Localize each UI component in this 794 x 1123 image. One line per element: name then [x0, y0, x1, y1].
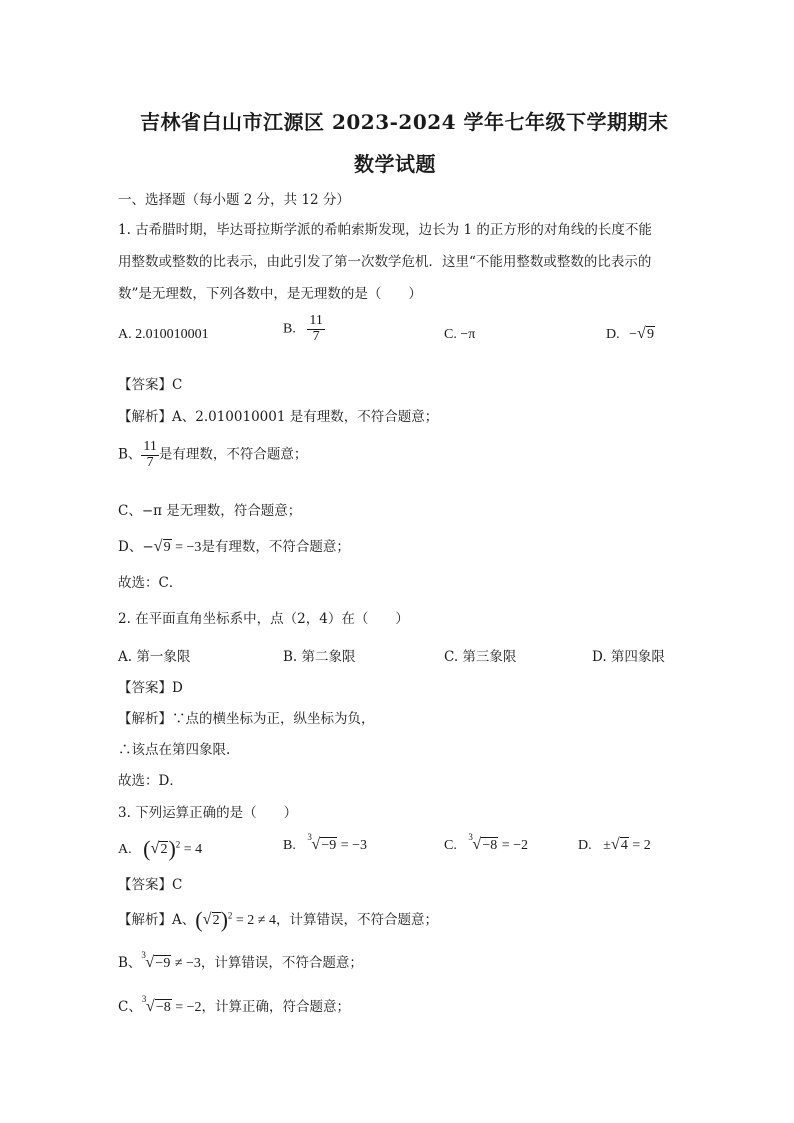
explanation-label: C、	[118, 999, 142, 1015]
explanation-label: B、	[118, 955, 142, 971]
radicand: −8	[155, 1000, 171, 1015]
q1-option-c: C. −π	[444, 327, 476, 342]
radicand: −9	[321, 838, 337, 853]
q3-answer: 【答案】C	[118, 877, 183, 893]
radicand: 4	[620, 838, 628, 853]
minus-sign: −	[629, 327, 638, 342]
equation-rhs: = −2	[171, 1000, 202, 1015]
q1-option-b	[283, 314, 325, 344]
equation-rhs: = −3	[337, 838, 368, 853]
q1-option-b-fraction	[307, 314, 324, 344]
equation-rhs: ≠ −3	[171, 956, 201, 971]
fraction-denominator: 7	[146, 454, 154, 470]
title-line-2: 数学试题	[354, 152, 436, 176]
exponent: 2	[175, 839, 181, 850]
sqrt-expression: √ 4	[610, 836, 628, 853]
root-index: 3	[468, 832, 473, 842]
option-label: D.	[578, 838, 592, 853]
q2-explanation-2: ∴该点在第四象限.	[118, 742, 231, 758]
radicand: 9	[163, 540, 171, 555]
explanation-label: 【解析】A、	[118, 912, 196, 928]
explanation-text: 是有理数，不符合题意；	[201, 539, 350, 555]
option-label: B.	[283, 838, 296, 853]
q1-explanation-a: 【解析】A、2.010010001 是有理数，不符合题意；	[118, 409, 439, 425]
equation-rhs: = −2	[498, 838, 529, 853]
cube-root-expression: 3 √ −8	[141, 994, 171, 1015]
q1-explanation-b	[118, 440, 307, 470]
cube-root-expression: 3 √ −9	[141, 950, 171, 971]
q1-conclusion: 故选：C．	[118, 575, 183, 591]
radicand: 9	[647, 327, 655, 342]
q2-option-c: C. 第三象限	[444, 649, 517, 665]
fraction-denominator: 7	[312, 328, 320, 344]
q1-stem-line-1: 1. 古希腊时期，毕达哥拉斯学派的希帕索斯发现，边长为 1 的正方形的对角线的长度不能	[118, 222, 652, 238]
sqrt-expression: √ 2	[150, 840, 168, 857]
q1-option-d-label: D.	[606, 327, 620, 342]
explanation-text: 是有理数，不符合题意；	[158, 446, 308, 463]
fraction-numerator: 11	[143, 439, 157, 454]
option-label: C.	[444, 838, 457, 853]
q2-explanation-1: 【解析】∵点的横坐标为正，纵坐标为负，	[118, 711, 375, 727]
explanation-fraction	[141, 440, 158, 470]
q2-conclusion: 故选：D．	[118, 773, 183, 789]
radicand: −8	[482, 838, 498, 853]
title-line-1: 吉林省白山市江源区 2023-2024 学年七年级下学期期末	[140, 110, 669, 134]
section-heading: 一、选择题（每小题 2 分，共 12 分）	[118, 192, 350, 208]
equation-rhs: = 2 ≠ 4	[232, 913, 276, 928]
radicand: 2	[212, 913, 220, 928]
explanation-label: B、	[118, 446, 142, 463]
q1-stem-line-3: 数”是无理数，下列各数中，是无理数的是（ ）	[118, 286, 422, 302]
q2-option-a: A. 第一象限	[118, 649, 191, 665]
q3-option-c	[444, 832, 529, 854]
fraction-numerator: 11	[309, 313, 323, 328]
sqrt-expression: √ 2	[202, 911, 220, 928]
equation-rhs: = −3	[171, 540, 202, 555]
radicand: 2	[160, 842, 168, 857]
equation-rhs: = 2	[628, 838, 651, 853]
q3-option-a: A. ( √ 2)$^2$ = 4	[118, 836, 203, 861]
explanation-label: D、−	[118, 539, 154, 555]
q2-option-d: D. 第四象限	[592, 649, 665, 665]
q3-explanation-b	[118, 951, 363, 972]
exponent: 2	[227, 910, 233, 921]
q3-explanation-a: 【解析】A、( √ 2)$^2$ = 2 ≠ 4，计算错误，不符合题意；	[118, 907, 438, 932]
q2-answer: 【答案】D	[118, 680, 183, 696]
q1-option-a: A. 2.010010001	[118, 327, 209, 342]
radicand: −9	[155, 956, 171, 971]
cube-root-expression: 3 √ −9	[307, 832, 337, 853]
root-index: 3	[141, 994, 147, 1004]
sqrt-expression: √ 9	[153, 538, 171, 555]
q3-stem: 3. 下列运算正确的是（ ）	[118, 805, 298, 821]
explanation-text: ，计算错误，不符合题意；	[276, 912, 438, 928]
root-index: 3	[141, 950, 146, 960]
q1-answer: 【答案】C	[118, 377, 183, 393]
root-index: 3	[307, 832, 312, 842]
q2-option-b: B. 第二象限	[283, 649, 356, 665]
cube-root-expression: 3 √ −8	[468, 832, 498, 853]
q1-explanation-c: C、−π 是无理数，符合题意；	[118, 503, 302, 519]
q1-stem-line-2: 用整数或整数的比表示，由此引发了第一次数学危机．这里“不能用整数或整数的比表示的	[118, 254, 652, 270]
sqrt-expression: √ 9	[637, 325, 655, 342]
q3-explanation-c	[118, 995, 350, 1016]
option-label: A.	[118, 842, 132, 857]
explanation-text: ，计算错误，不符合题意；	[200, 955, 363, 971]
q1-explanation-d	[118, 535, 350, 556]
q2-stem: 2. 在平面直角坐标系中，点（2，4）在（ ）	[118, 611, 409, 627]
q3-option-b	[283, 832, 368, 854]
explanation-text: ，计算正确，符合题意；	[201, 999, 351, 1015]
q1-option-b-label: B.	[283, 321, 296, 337]
plus-minus-sign: ±	[603, 838, 611, 853]
q1-option-d	[606, 327, 655, 343]
equation-rhs: = 4	[180, 842, 203, 857]
q3-option-d	[578, 838, 651, 854]
